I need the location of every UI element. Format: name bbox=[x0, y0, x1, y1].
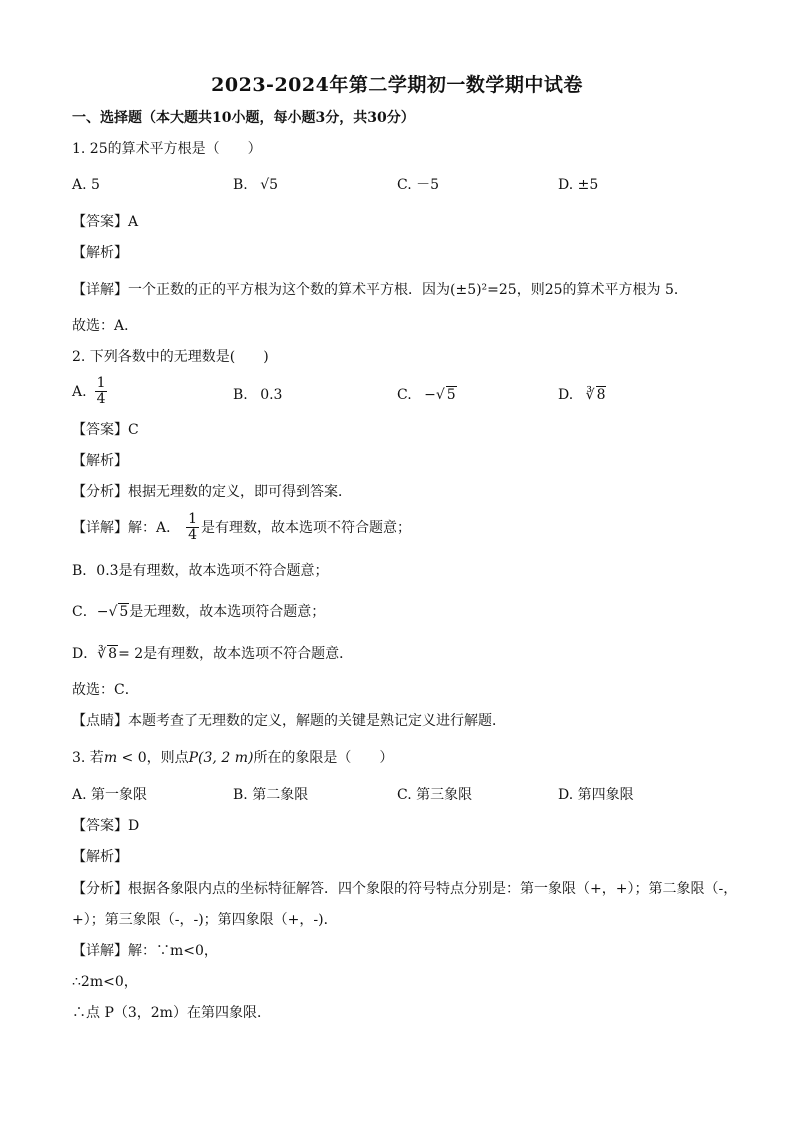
q2-option-a bbox=[72, 376, 109, 407]
q1-detail: 【详解】一个正数的正的平方根为这个数的算术平方根．因为(±5)²=25，则25的算术平方根为 5． bbox=[72, 282, 688, 298]
q2-choose: 故选：C． bbox=[72, 682, 139, 698]
q3-stem-variable: m bbox=[103, 750, 118, 766]
q1-option-b bbox=[233, 175, 278, 195]
fraction-denominator: 4 bbox=[188, 527, 198, 543]
q2-answer: 【答案】C bbox=[72, 422, 139, 438]
sqrt-symbol-icon: √ bbox=[435, 387, 445, 403]
q2-option-b-value: 0.3 bbox=[260, 387, 283, 403]
q1-option-b-label: B. bbox=[233, 177, 248, 193]
page-title: 2023-2024年第二学期初一数学期中试卷 bbox=[211, 74, 583, 96]
q3-answer: 【答案】D bbox=[72, 818, 140, 834]
q2-line-c bbox=[72, 602, 325, 622]
q3-detail: 【详解】解：∵m<0， bbox=[72, 943, 218, 959]
q2-detail bbox=[72, 512, 411, 543]
q2-line-c-radicand: 5 bbox=[119, 604, 129, 620]
q3-option-c: C. 第三象限 bbox=[397, 787, 473, 803]
q3-option-d: D. 第四象限 bbox=[558, 787, 634, 803]
q2-detail-prefix: 【详解】解：A． bbox=[72, 519, 181, 536]
q2-option-a-label: A. bbox=[72, 383, 87, 400]
sqrt-symbol-icon: √ bbox=[108, 604, 118, 620]
q3-step-2: ∴点 P（3，2m）在第四象限． bbox=[72, 1005, 271, 1021]
q2-line-b: B．0.3̇是有理数，故本选项不符合题意； bbox=[72, 563, 329, 579]
q3-analysis: 【解析】 bbox=[72, 849, 128, 865]
q2-dianjing: 【点睛】本题考查了无理数的定义，解题的关键是熟记定义进行解题． bbox=[72, 713, 506, 729]
q3-option-a: A. 第一象限 bbox=[72, 787, 148, 803]
q2-option-d-label: D. bbox=[558, 387, 574, 403]
q2-option-c-minus: − bbox=[424, 387, 436, 403]
q2-option-a-fraction bbox=[95, 376, 108, 407]
q2-line-c-prefix: C．− bbox=[72, 604, 109, 620]
q3-fenxi-line-2: +）；第三象限（-，-)；第四象限（+，-)． bbox=[72, 912, 338, 928]
q2-option-c-radicand: 5 bbox=[446, 387, 456, 403]
q3-stem-condition: < 0，则点 bbox=[117, 750, 189, 766]
q1-option-c: C. －5 bbox=[397, 177, 440, 193]
fraction-numerator: 1 bbox=[96, 375, 106, 391]
q2-line-d-radicand: 8 bbox=[108, 646, 118, 662]
question-2-stem: 2. 下列各数中的无理数是( ) bbox=[72, 349, 269, 365]
q2-option-b-label: B. bbox=[233, 387, 248, 403]
q1-answer: 【答案】A bbox=[72, 214, 139, 230]
q3-stem-suffix: 所在的象限是（ ） bbox=[253, 750, 394, 766]
q2-option-c bbox=[397, 385, 457, 405]
q2-option-d bbox=[558, 385, 606, 405]
question-3-stem bbox=[72, 748, 393, 768]
fraction-denominator: 4 bbox=[96, 391, 106, 407]
q3-option-b: B. 第二象限 bbox=[233, 787, 309, 803]
q2-line-d-prefix: D．∛ bbox=[72, 646, 107, 662]
q3-stem-point: P(3, 2 m) bbox=[188, 750, 254, 766]
q2-detail-fraction bbox=[186, 512, 199, 543]
fraction-numerator: 1 bbox=[188, 511, 198, 527]
q2-analysis: 【解析】 bbox=[72, 453, 128, 469]
q2-line-d-suffix: = 2是有理数，故本选项不符合题意． bbox=[118, 646, 354, 662]
q2-fenxi: 【分析】根据无理数的定义，即可得到答案． bbox=[72, 484, 352, 500]
question-1-stem: 1. 25的算术平方根是（ ） bbox=[72, 141, 262, 157]
q1-choose: 故选：A． bbox=[72, 318, 139, 334]
q3-step-1: ∴2m<0， bbox=[72, 974, 138, 990]
q2-option-c-label: C. bbox=[397, 387, 412, 403]
q1-option-d: D. ±5 bbox=[558, 177, 599, 193]
q2-option-b bbox=[233, 385, 282, 405]
section-heading: 一、选择题（本大题共10小题，每小题3分，共30分） bbox=[72, 110, 415, 126]
q3-fenxi-line-1: 【分析】根据各象限内点的坐标特征解答．四个象限的符号特点分别是：第一象限（+，+）；第二象限（-， bbox=[72, 881, 738, 897]
q3-stem-prefix: 3. 若 bbox=[72, 750, 104, 766]
q2-line-c-suffix: 是无理数，故本选项符合题意； bbox=[129, 604, 326, 620]
q2-option-d-radicand: 8 bbox=[596, 387, 606, 403]
q2-detail-suffix: 是有理数，故本选项不符合题意； bbox=[201, 519, 412, 536]
q2-line-d bbox=[72, 644, 353, 664]
q1-option-b-value: √5 bbox=[260, 177, 279, 193]
q2-option-d-root: ∛ bbox=[585, 387, 595, 403]
q1-analysis: 【解析】 bbox=[72, 245, 128, 261]
q1-option-a: A. 5 bbox=[72, 177, 100, 193]
